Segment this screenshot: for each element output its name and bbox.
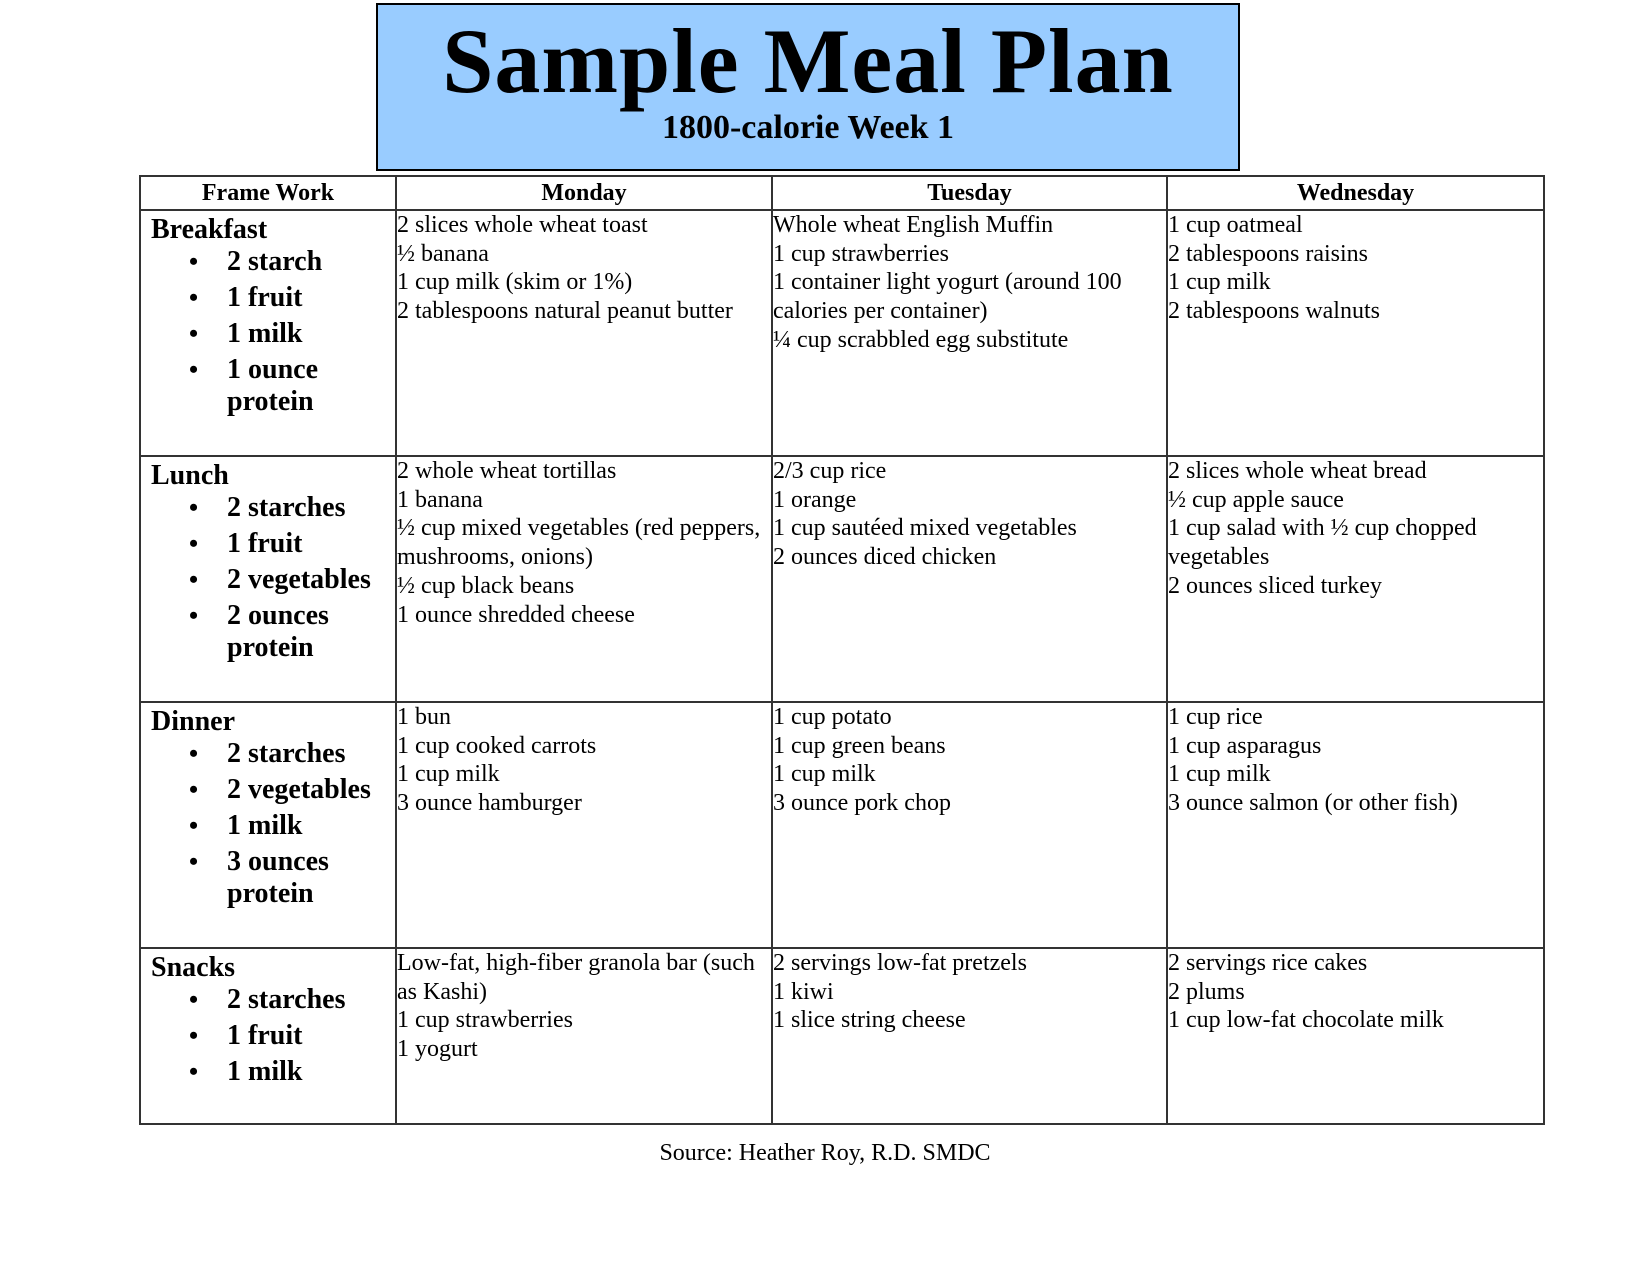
framework-item: • 1 milk bbox=[189, 810, 395, 842]
meal-item: ½ cup black beans bbox=[397, 572, 575, 599]
day-cell-tuesday bbox=[772, 456, 1167, 702]
framework-item: • 1 ounce protein bbox=[189, 354, 395, 418]
header-monday: Monday bbox=[396, 176, 772, 210]
framework-item: • 1 fruit bbox=[189, 1020, 395, 1052]
meal-item: 1 cup strawberries bbox=[397, 1007, 573, 1034]
meal-item: 1 cup milk bbox=[397, 761, 500, 788]
meal-item: 1 cup green beans bbox=[773, 732, 946, 759]
meal-item: 1 kiwi bbox=[773, 978, 834, 1005]
framework-cell bbox=[140, 210, 396, 456]
day-cell-tuesday bbox=[772, 210, 1167, 456]
framework-item: • 1 fruit bbox=[189, 282, 395, 314]
meal-item: 1 cup cooked carrots bbox=[397, 732, 597, 759]
meal-item: 1 cup asparagus bbox=[1168, 732, 1322, 759]
table-row bbox=[140, 948, 1544, 1124]
meal-item: 1 container light yogurt (around 100 calories per container) bbox=[773, 269, 1122, 325]
meal-item: ½ banana bbox=[397, 240, 489, 267]
framework-item: • 1 fruit bbox=[189, 528, 395, 560]
day-cell-monday bbox=[396, 948, 772, 1124]
meal-item: 2 slices whole wheat bread bbox=[1168, 458, 1427, 484]
table-row bbox=[140, 702, 1544, 948]
meal-item: 2 plums bbox=[1168, 978, 1245, 1005]
meal-item: Whole wheat English Muffin bbox=[773, 212, 1054, 238]
table-row bbox=[140, 210, 1544, 456]
meal-item: 1 cup milk bbox=[773, 761, 876, 788]
day-cell-wednesday bbox=[1167, 948, 1544, 1124]
meal-item: 2 servings rice cakes bbox=[1168, 950, 1368, 976]
framework-list bbox=[141, 492, 395, 664]
meal-item: 1 cup strawberries bbox=[773, 240, 949, 267]
meal-title: Snacks bbox=[151, 952, 236, 983]
day-cell-monday bbox=[396, 210, 772, 456]
day-cell-wednesday bbox=[1167, 702, 1544, 948]
page-title bbox=[378, 10, 1238, 112]
day-cell-tuesday bbox=[772, 948, 1167, 1124]
meal-item: ½ cup mixed vegetables (red peppers, mushrooms, onions) bbox=[397, 515, 761, 571]
table-row bbox=[140, 456, 1544, 702]
table-header-row bbox=[140, 176, 1544, 210]
meal-item: 1 slice string cheese bbox=[773, 1007, 966, 1034]
meal-item: 2 tablespoons walnuts bbox=[1168, 298, 1380, 325]
framework-item: • 2 vegetables bbox=[189, 564, 395, 596]
meal-item: 2 tablespoons raisins bbox=[1168, 240, 1368, 267]
framework-item: • 3 ounces protein bbox=[189, 846, 395, 910]
meal-plan-table bbox=[139, 175, 1545, 1125]
meal-item: ½ cup apple sauce bbox=[1168, 486, 1344, 513]
meal-item: 1 cup milk bbox=[1168, 761, 1271, 788]
meal-item: 1 yogurt bbox=[397, 1036, 478, 1063]
day-cell-tuesday bbox=[772, 702, 1167, 948]
meal-item: 1 cup oatmeal bbox=[1168, 212, 1303, 238]
meal-item: 1 cup milk bbox=[1168, 269, 1271, 296]
meal-item: 1 bun bbox=[397, 704, 451, 730]
framework-list bbox=[141, 984, 395, 1088]
meal-item: 2 tablespoons natural peanut butter bbox=[397, 298, 733, 325]
meal-item: 2 slices whole wheat toast bbox=[397, 212, 648, 238]
meal-item: 1 cup potato bbox=[773, 704, 892, 730]
meal-item: 3 ounce pork chop bbox=[773, 790, 951, 817]
framework-item: • 2 starch bbox=[189, 246, 395, 278]
meal-item: 2 whole wheat tortillas bbox=[397, 458, 617, 484]
meal-item: 1 cup low-fat chocolate milk bbox=[1168, 1007, 1444, 1034]
day-cell-monday bbox=[396, 456, 772, 702]
meal-item: 2 servings low-fat pretzels bbox=[773, 950, 1027, 976]
meal-item: 1 cup milk (skim or 1%) bbox=[397, 269, 633, 296]
framework-item: • 2 ounces protein bbox=[189, 600, 395, 664]
framework-item: • 2 starches bbox=[189, 984, 395, 1016]
meal-title: Dinner bbox=[151, 706, 235, 737]
meal-item: 1 cup salad with ½ cup chopped vegetables bbox=[1168, 515, 1477, 571]
page-subtitle: 1800-calorie Week 1 bbox=[661, 109, 955, 146]
meal-title: Breakfast bbox=[151, 214, 268, 245]
meal-item: 2 ounces sliced turkey bbox=[1168, 572, 1382, 599]
meal-item: 1 cup sautéed mixed vegetables bbox=[773, 515, 1077, 542]
header-tuesday: Tuesday bbox=[772, 176, 1167, 210]
framework-item: • 1 milk bbox=[189, 1056, 395, 1088]
header-frame-work: Frame Work bbox=[140, 176, 396, 210]
framework-cell bbox=[140, 456, 396, 702]
meal-item: ¼ cup scrabbled egg substitute bbox=[773, 326, 1069, 353]
header-wednesday: Wednesday bbox=[1167, 176, 1544, 210]
framework-cell bbox=[140, 702, 396, 948]
meal-item: 1 orange bbox=[773, 486, 857, 513]
day-cell-wednesday bbox=[1167, 456, 1544, 702]
framework-item: • 1 milk bbox=[189, 318, 395, 350]
meal-item: 1 cup rice bbox=[1168, 704, 1263, 730]
day-cell-monday bbox=[396, 702, 772, 948]
meal-item: 1 ounce shredded cheese bbox=[397, 601, 635, 628]
meal-title: Lunch bbox=[151, 460, 229, 491]
day-cell-wednesday bbox=[1167, 210, 1544, 456]
framework-item: • 2 starches bbox=[189, 492, 395, 524]
page-title-text: Sample Meal Plan bbox=[442, 10, 1174, 112]
meal-item: 3 ounce salmon (or other fish) bbox=[1168, 790, 1458, 817]
framework-list bbox=[141, 246, 395, 418]
framework-list bbox=[141, 738, 395, 910]
meal-item: 2 ounces diced chicken bbox=[773, 544, 997, 571]
meal-item: 1 banana bbox=[397, 486, 483, 513]
framework-cell bbox=[140, 948, 396, 1124]
source-note: Source: Heather Roy, R.D. SMDC bbox=[659, 1140, 991, 1166]
title-banner bbox=[376, 3, 1240, 171]
framework-item: • 2 starches bbox=[189, 738, 395, 770]
meal-item: 2/3 cup rice bbox=[773, 458, 887, 484]
meal-item: 3 ounce hamburger bbox=[397, 790, 582, 817]
framework-item: • 2 vegetables bbox=[189, 774, 395, 806]
meal-item: Low-fat, high-fiber granola bar (such as Kashi) bbox=[397, 950, 755, 1005]
